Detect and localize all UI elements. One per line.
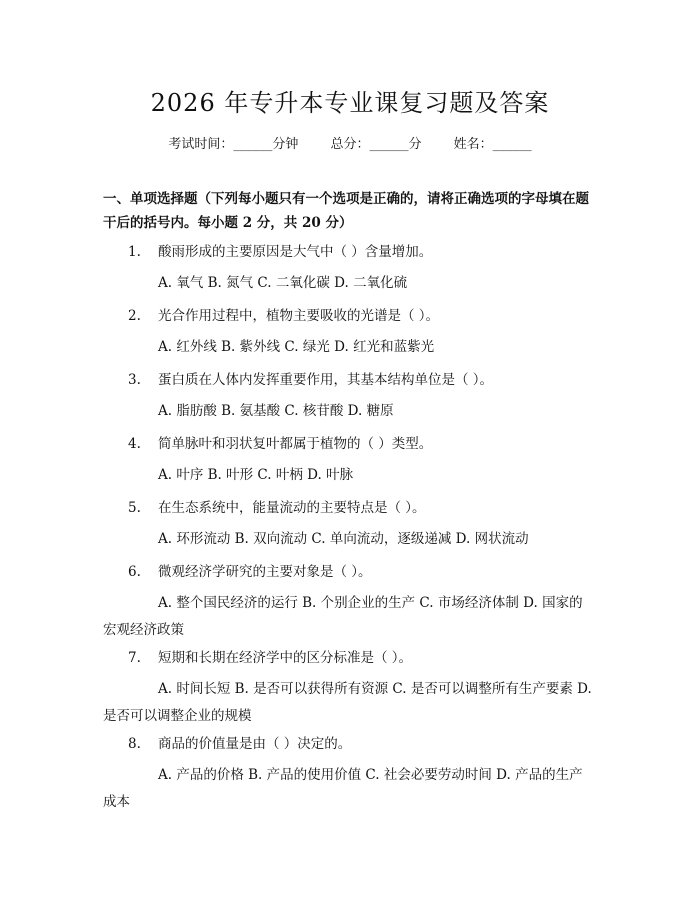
question-7 — [103, 647, 593, 669]
question-stem: 简单脉叶和羽状复叶都属于植物的（ ）类型。 — [158, 436, 433, 452]
question-number: 4. — [128, 436, 141, 452]
question-number: 5. — [128, 500, 141, 516]
question-stem: 微观经济学研究的主要对象是（ ）。 — [158, 564, 372, 580]
section-heading: 一、单项选择题（下列每小题只有一个选项是正确的，请将正确选项的字母填在题干后的括号内。每小题 2 分，共 20 分） — [103, 191, 589, 231]
question-stem: 短期和长期在经济学中的区分标准是（ ）。 — [158, 650, 413, 666]
question-4 — [103, 433, 593, 455]
question-number: 6. — [128, 564, 141, 580]
exam-time: 考试时间：______分钟 — [168, 137, 299, 152]
question-options: A. 整个国民经济的运行 B. 个别企业的生产 C. 市场经济体制 D. 国家的宏观经济政策 — [103, 595, 583, 638]
question-3 — [103, 369, 593, 391]
question-1 — [103, 241, 593, 263]
question-options: A. 环形流动 B. 双向流动 C. 单向流动，逐级递减 D. 网状流动 — [158, 531, 529, 547]
question-number: 7. — [128, 650, 141, 666]
question-options: A. 红外线 B. 紫外线 C. 绿光 D. 红光和蓝紫光 — [158, 339, 435, 355]
question-2 — [103, 305, 593, 327]
question-6 — [103, 561, 593, 583]
question-options: A. 氧气 B. 氮气 C. 二氧化碳 D. 二氧化硫 — [158, 275, 408, 291]
exam-meta — [0, 133, 700, 152]
question-options: A. 产品的价格 B. 产品的使用价值 C. 社会必要劳动时间 D. 产品的生产成本 — [103, 767, 583, 810]
question-8 — [103, 733, 593, 755]
question-number: 3. — [128, 372, 141, 388]
question-stem: 商品的价值量是由（ ）决定的。 — [158, 736, 352, 752]
question-stem: 蛋白质在人体内发挥重要作用，其基本结构单位是（ ）。 — [158, 372, 494, 388]
question-number: 2. — [128, 308, 141, 324]
question-5 — [103, 497, 593, 519]
question-stem: 光合作用过程中，植物主要吸收的光谱是（ ）。 — [158, 308, 440, 324]
question-options: A. 叶序 B. 叶形 C. 叶柄 D. 叶脉 — [158, 467, 354, 483]
student-name: 姓名：______ — [453, 137, 532, 152]
question-number: 8. — [128, 736, 141, 752]
total-score: 总分：______分 — [330, 137, 422, 152]
question-options: A. 脂肪酸 B. 氨基酸 C. 核苷酸 D. 糖原 — [158, 403, 394, 419]
question-number: 1. — [128, 244, 141, 260]
question-stem: 在生态系统中，能量流动的主要特点是（ ）。 — [158, 500, 426, 516]
question-stem: 酸雨形成的主要原因是大气中（ ）含量增加。 — [158, 244, 433, 260]
page-title: 2026 年专升本专业课复习题及答案 — [150, 89, 550, 117]
question-options: A. 时间长短 B. 是否可以获得所有资源 C. 是否可以调整所有生产要素 D. 是否可以调整企业的规模 — [103, 681, 592, 724]
